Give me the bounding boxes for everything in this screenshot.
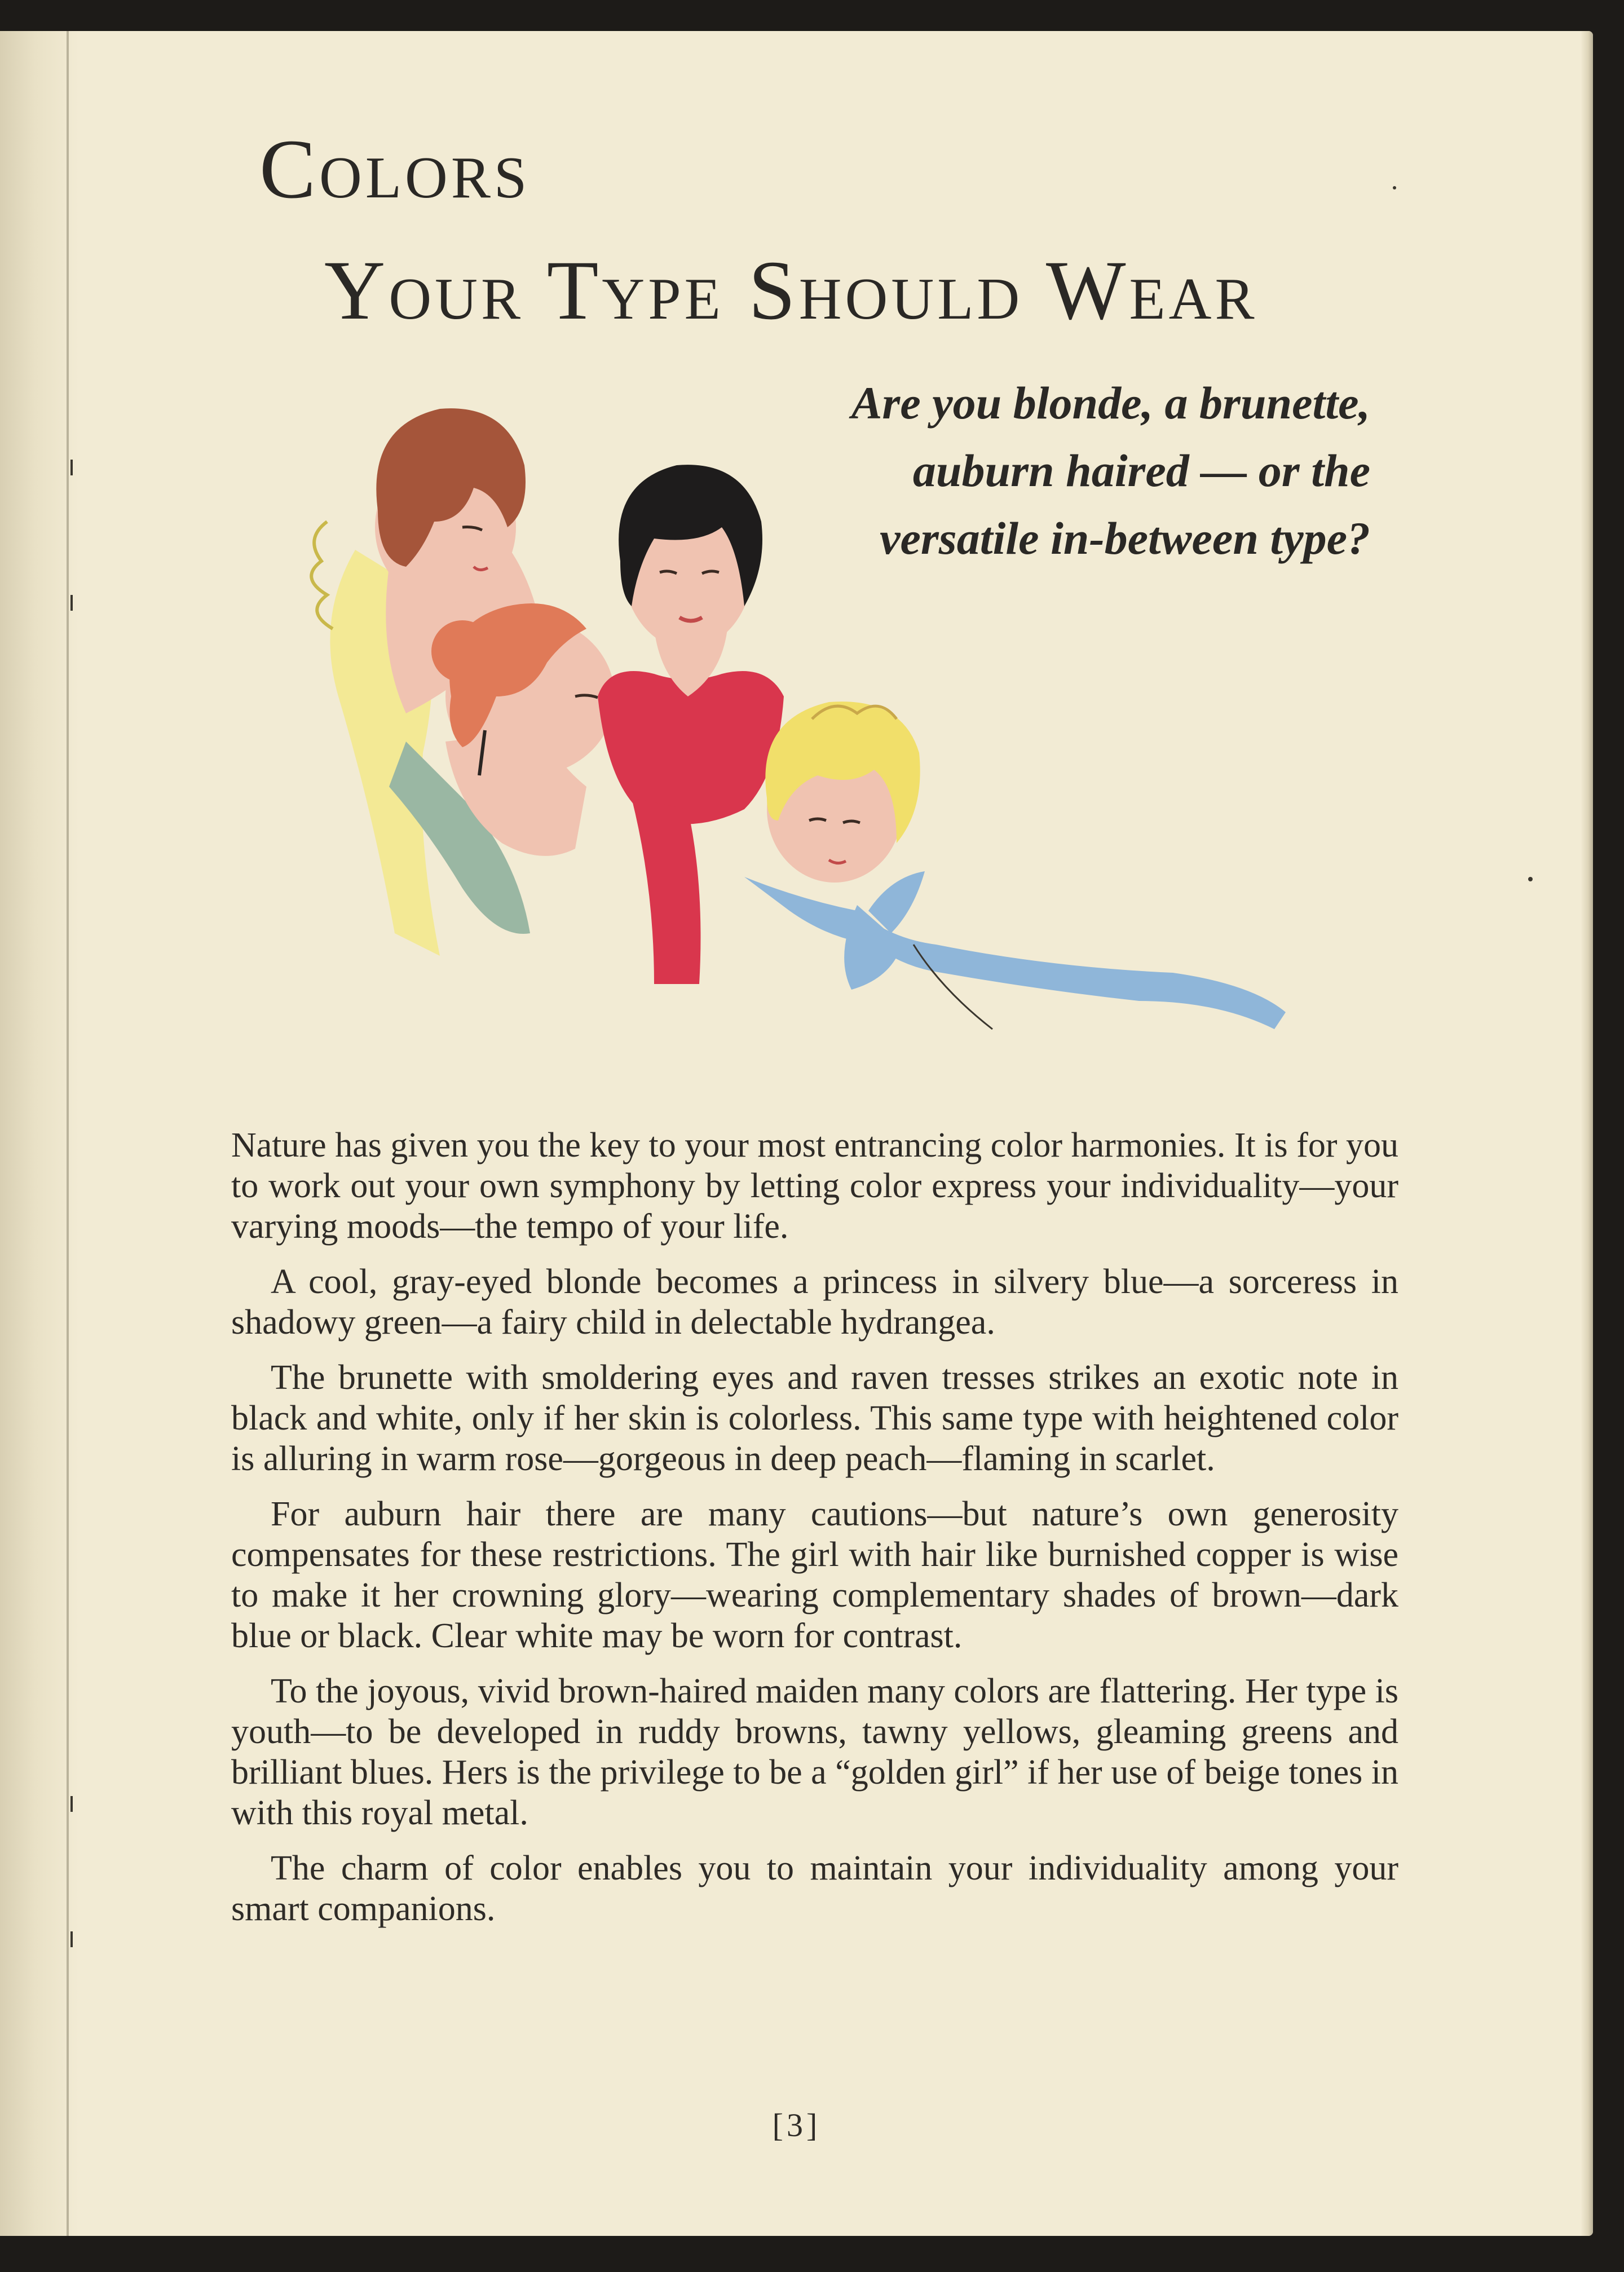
binding-stitch (70, 595, 73, 611)
four-women-illustration (293, 381, 1353, 1069)
binding-line (67, 31, 69, 2236)
paper-speck (1528, 877, 1533, 881)
paragraph-1: Nature has given you the key to your most entrancing color harmonies. It is for you to work out your own symphony by letting color express your individuality—your varying moods—the tempo of your life. (231, 1126, 1398, 1246)
paragraph-6: The charm of color enables you to maintain your individuality among your smart companions. (231, 1849, 1398, 1928)
book-page (0, 31, 1593, 2236)
binding-stitch (70, 1796, 73, 1812)
blonde-woman (744, 702, 1286, 1029)
paper-speck (1393, 186, 1396, 189)
title-line-2: Your Type Should Wear (324, 244, 1258, 337)
question-line-2: auburn haired — or the (912, 445, 1370, 496)
paragraph-2: A cool, gray-eyed blonde becomes a princess in silvery blue—a sorceress in shadowy green—a fairy child in delectable hydrangea. (231, 1263, 1398, 1342)
paragraph-4: For auburn hair there are many cautions—but nature’s own generosity compensates for these restrictions. The girl with hair like burnished copper is wise to make it her crowning glory—wearing complementary shades of brown—dark blue or black. Clear white may be worn for contrast. (231, 1495, 1398, 1655)
binding-stitch (70, 1931, 73, 1947)
question-line-1: Are you blonde, a brunette, (851, 377, 1370, 429)
question-line-3: versatile in-between type? (880, 513, 1370, 564)
page-number: [3] (772, 2107, 821, 2143)
page-edge (1581, 31, 1593, 2236)
paragraph-5: To the joyous, vivid brown-haired maiden many colors are flattering. Her type is youth—to be developed in ruddy browns, tawny yellows, gleaming greens and brilliant blues. Hers is the privilege to be a “golden girl” if her use of beige tones in with this royal metal. (231, 1672, 1398, 1832)
paragraph-3: The brunette with smoldering eyes and raven tresses strikes an exotic note in black and white, only if her skin is colorless. This same type with heightened color is alluring in warm rose—gorgeous in deep peach—flaming in scarlet. (231, 1358, 1398, 1478)
article-body (231, 1125, 1398, 1944)
title-line-1: Colors (259, 122, 531, 216)
binding-stitch (70, 460, 73, 475)
black-haired-woman (598, 465, 784, 984)
